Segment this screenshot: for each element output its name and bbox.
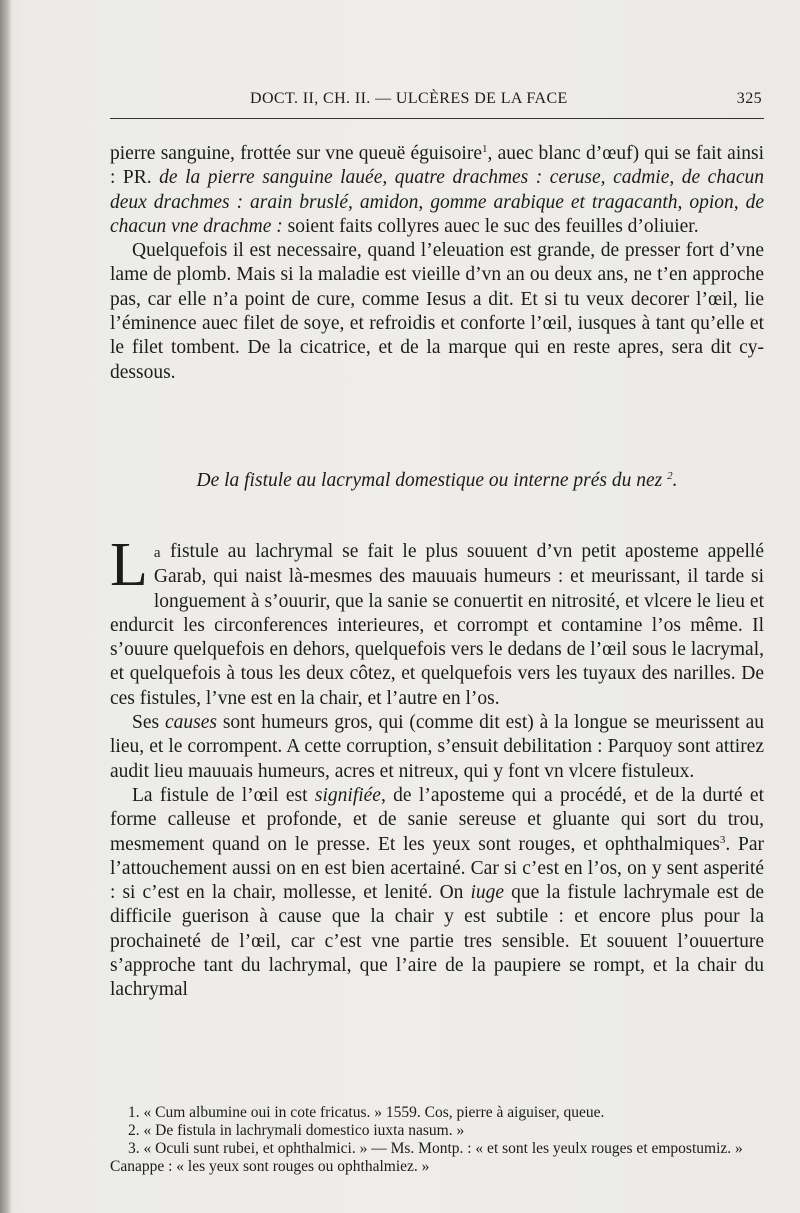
footnote-2: 2. « De fistula in lachrymali domestico iuxta nasum. »	[128, 1122, 465, 1139]
text-block-main	[110, 531, 764, 1003]
footnote-1: 1. « Cum albumine oui in cote fricatus. » 1559. Cos, pierre à aiguiser, queue.	[128, 1104, 605, 1121]
paragraph-5-text-c: , de l’aposteme qui a procédé, et de la durté et forme calleuse et profonde, et de sanie sereuse et gluante qui sort du trou, mesmement quand on le presse. Et les yeux sont rouges, et ophthalmiques	[110, 784, 764, 855]
running-title: DOCT. II, CH. II. — ULCÈRES DE LA FACE	[250, 90, 568, 107]
paragraph-5	[110, 784, 764, 1003]
text-block-top	[110, 142, 764, 385]
paragraph-4-em: causes	[164, 712, 217, 734]
page-number: 325	[736, 90, 762, 107]
footnote-ref-2: 2	[667, 470, 673, 482]
paragraph-1-text-b: , auec blanc d’œuf) qui se fait ainsi : PR.	[110, 143, 764, 189]
paragraph-2: Quelquefois il est necessaire, quand l’eleuation est grande, de presser fort d’vne lame de plomb. Mais si la maladie est vieille d’vn an ou deux ans, ne t’en approche pas, car elle n’a point de cure, comme Iesus a dit. Et si tu veux decorer l’œil, lie l’éminence auec filet de soye, et refroidis et conforte l’œil, iusques à tant qu’elle et le filet tombent. De la cicatrice, et de la marque qui en reste apres, sera dit cy-dessous.	[110, 240, 764, 383]
paragraph-3	[110, 531, 764, 711]
running-header	[110, 88, 764, 114]
paragraph-5-em-b: signifiée	[314, 784, 381, 806]
footnote-ref-3: 3	[719, 833, 726, 846]
page-spine-shadow	[0, 0, 12, 1213]
paragraph-1-recipe: de la pierre sanguine lauée, quatre drachmes : ceruse, cadmie, de chacun deux drachmes : arain bruslé, amidon, gomme arabique et tragacanth, opion, de chacun vne drachme :	[110, 167, 764, 237]
section-heading-text: De la fistule au lacrymal domestique ou interne prés du nez	[196, 470, 663, 491]
paragraph-3-text: fistule au lachrymal se fait le plus souuent d’vn petit aposteme appellé Garab, qui naist là-mesmes des mauuais humeurs : et meurissant, il tarde si longuement à s’ouurir, que la sanie se conuertit en nitrosité, et vlcere le lieu et endurcit les circonferences interieures, et corrompt et contamine l’os même. Il s’ouure quelquefois en dehors, quelquefois vers le dedans de l’œil sous le lacrymal, et quelquefois à tous les deux côtez, et quelquefois vers les tuyaux des narilles. De ces fistules, l’vne est en la chair, et l’autre en l’os.	[110, 541, 764, 709]
paragraph-5-text-d: . Par l’attouchement aussi on en est bien acertainé. Car si c’est en l’os, on y sent asperité : si c’est en la chair, mollesse, et lenité. On	[110, 833, 764, 904]
paragraph-1-text-a: pierre sanguine, frottée sur vne queuë éguisoire	[110, 143, 482, 164]
header-rule	[110, 118, 764, 119]
paragraph-1	[110, 142, 764, 239]
footnote-ref-1: 1	[481, 143, 488, 155]
paragraph-1-text-d: soient faits collyres auec le suc des feuilles d’oliuier.	[282, 215, 699, 237]
footnotes	[110, 1104, 764, 1176]
paragraph-5-text-f: que la fistule lachrymale est de difficile guerison à cause que la chair y est subtile : et encore plus pour la prochaineté de l’œil, car c’est vne partie tres sensible. Et souuent l’ouuerture s’approche tant du lachrymal, que l’aire de la paupiere se rompt, et la chair du lachrymal	[110, 882, 764, 1001]
section-heading: De la fistule au lacrymal domestique ou interne prés du nez $^2$.	[196, 470, 678, 491]
small-cap-word: a	[153, 545, 162, 561]
footnote-3: 3. « Oculi sunt rubei, et ophthalmici. » — Ms. Montp. : « et sont les yeulx rouges et empostumiz. » Canappe : « les yeux sont rouges ou ophthalmiez. »	[110, 1140, 743, 1175]
paragraph-4-text-c: sont humeurs gros, qui (comme dit est) à la longue se meurissent au lieu, et le corrompent. A cette corruption, s’ensuit debilitation : Parquoy sont attirez audit lieu mauuais humeurs, acres et nitreux, qui y font vn vlcere fistuleux.	[110, 712, 764, 782]
drop-cap: L	[110, 531, 148, 599]
paragraph-4	[110, 711, 764, 784]
paragraph-5-text-a: La fistule de l’œil est	[132, 784, 315, 806]
paragraph-5-em-e: iuge	[470, 882, 505, 904]
paragraph-4-text-a: Ses	[132, 712, 165, 734]
